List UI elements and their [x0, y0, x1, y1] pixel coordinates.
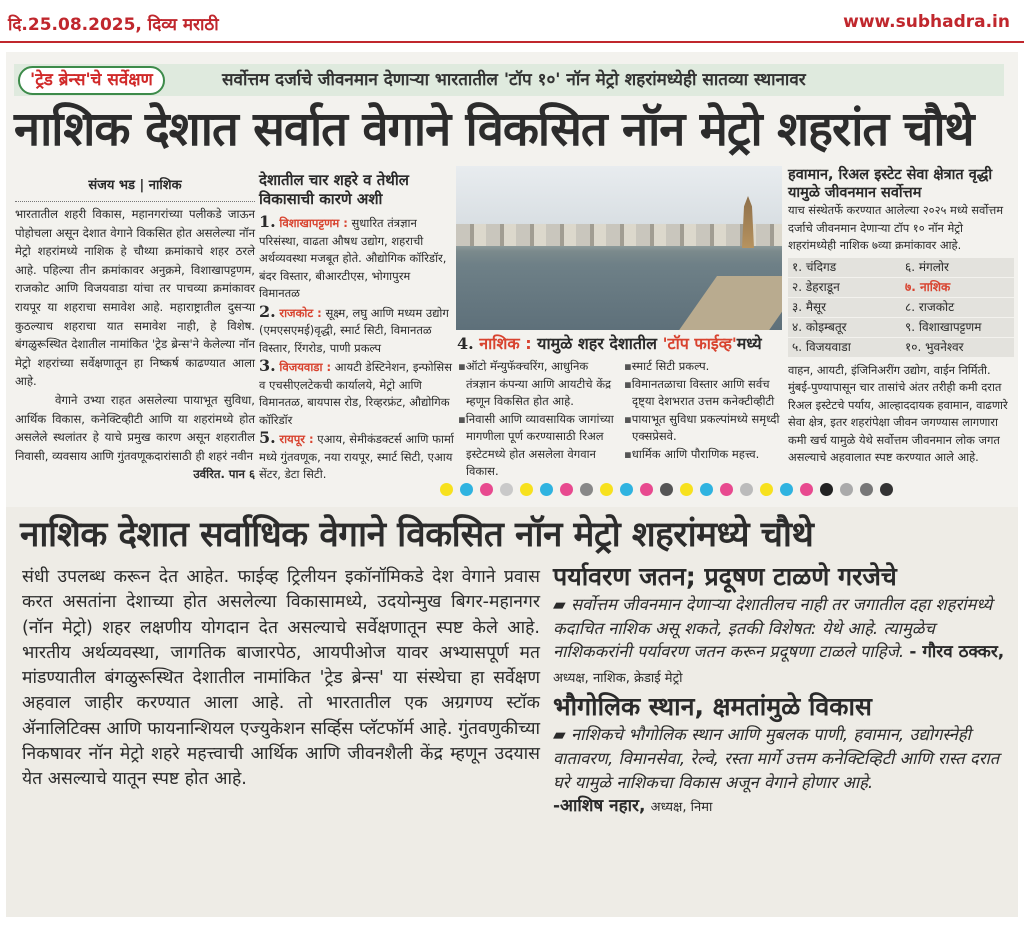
quote1-role: अध्यक्ष, नाशिक, क्रेडाई मेट्रो [553, 670, 683, 686]
rank-item: २. डेहराडून [788, 278, 901, 298]
quote2: ▰ नाशिकचे भौगोलिक स्थान आणि मुबलक पाणी, हवामान, उद्योगस्नेही वातावरण, विमानसेवा, रेल्वे, रस्ता मार्गे उत्तम कनेक्टिव्हिटी आणि रास्त दरात घरे यामुळे नाशिकचा विकास अजून वेगाने होणार आहे. -आशिष नहार, अध्यक्ष, निमा [553, 725, 1000, 817]
print-color-bar [440, 483, 893, 496]
rank-item: ५. विजयवाडा [788, 338, 901, 358]
reasons-column [259, 171, 454, 484]
reason-text: आयटी डेस्टिनेशन, इन्फोसिस व एचसीएलटेकची कार्यालये, मेट्रो आणि विमानतळ, बायपास रोड, रिव्हरफ्रंट, औद्योगिक कॉरिडॉर [259, 360, 452, 427]
article-column-1 [15, 205, 255, 484]
quotes-column [553, 560, 1013, 820]
color-dot [840, 483, 853, 496]
nashik-river-photo [456, 166, 782, 330]
bullet-list-right [624, 358, 782, 463]
paragraph-text: वेगाने उभ्या राहत असलेल्या पायाभूत सुविधा, आर्थिक विकास, कनेक्टिव्हीटी आणि या शहरांमध्ये होत असलेले स्थलांतर हे याचे प्रमुख कारण असून शहरातील निवासी, व्यवसाय आणि गुंतवणूकदारांसाठी ही शहरं नवीन [15, 392, 255, 463]
color-dot [560, 483, 573, 496]
color-dot [860, 483, 873, 496]
color-dot [460, 483, 473, 496]
color-dot [740, 483, 753, 496]
color-dot [680, 483, 693, 496]
quote1-author: - गौरव ठक्कर, [909, 642, 1005, 663]
reason-city: रायपूर : [279, 432, 314, 446]
reason-number: 5. [259, 428, 276, 447]
continued-note: उर्वरित. पान ६ [193, 467, 255, 482]
bullet-item: ▪ पायाभूत सुविधा प्रकल्पांमध्ये समृध्दी एक्सप्रेसवे. [624, 411, 782, 446]
bullet-list-left [458, 358, 616, 481]
river-bank [675, 276, 782, 330]
reason-city: विजयवाडा : [279, 360, 332, 374]
quote2-role: अध्यक्ष, निमा [650, 800, 713, 816]
quote2-text: नाशिकचे भौगोलिक स्थान आणि मुबलक पाणी, हवामान, उद्योगस्नेही वातावरण, विमानसेवा, रेल्वे, रस्ता मार्गे उत्तम कनेक्टिव्हिटी आणि रास्त दरात घरे यामुळे नाशिकचा विकास अजून वेगाने होणार आहे. [553, 725, 1000, 792]
quote2-title: भौगोलिक स्थान, क्षमतांमुळे विकास [553, 692, 872, 722]
caption-quote: 'टॉप फाईव्ह' [662, 334, 737, 353]
riverside-buildings [456, 224, 782, 246]
reason-text: एआय, सेमीकंडक्टर्स आणि फार्मा मध्ये गुंतवणूक, नया रायपूर, स्मार्ट सिटी, एआय सेंटर, डेटा सिटी. [259, 432, 454, 481]
ranking-table [788, 258, 1014, 358]
reason-item [259, 303, 454, 358]
photo-caption [457, 332, 762, 354]
color-dot [500, 483, 513, 496]
website-link[interactable]: www.subhadra.in [843, 12, 1010, 32]
rank-item: ३. मैसूर [788, 298, 901, 318]
color-dot [700, 483, 713, 496]
reason-text: सुधारित तंत्रज्ञान परिसंस्था, वाढता औषध उद्योग, शहराची अर्थव्यवस्था मजबूत होते. औद्योगिक कॉरिडॉर, बंदर विस्तार, बीआरटीएस, भोगापुरम विमानतळ [259, 216, 447, 300]
color-dot [440, 483, 453, 496]
caption-tail: मध्ये [736, 334, 762, 353]
livability-column [788, 166, 1014, 467]
color-dot [800, 483, 813, 496]
color-dot [640, 483, 653, 496]
caption-number: 4. [457, 334, 474, 353]
reason-item [259, 357, 454, 429]
reason-item [259, 213, 454, 303]
color-dot [780, 483, 793, 496]
reason-city: विशाखापट्टणम : [279, 216, 348, 230]
bullet-item: ▪ ऑटो मॅन्युफॅक्चरिंग, आधुनिक तंत्रज्ञान कंपन्या आणि आयटीचे केंद्र म्हणून विकसित होत आहे. [458, 358, 616, 411]
color-dot [540, 483, 553, 496]
continuation-body: संधी उपलब्ध करून देत आहेत. फाईव्ह ट्रिलीयन इकॉनॉमिकडे देश वेगाने प्रवास करत असतांना देशाच्या होत असलेल्या विकासामध्ये, उदयोन्मुख बिगर-महानगर (नॉन मेट्रो) शहर लक्षणीय योगदान देत असल्याचे सर्वेक्षणातून स्पष्ट केले आहे. भारतीय अर्थव्यवस्था, जागतिक बाजारपेठ, आयपीओज यावर अभ्यासपूर्ण मत मांडण्यातील बंगळुरूस्थित देशातील नामांकित 'ट्रेड ब्रेन्स' या संस्थेचा हा सर्वेक्षण अहवाल जाहीर करण्यात आला आहे. तो भारतातील एक अग्रगण्य स्टॉक ॲनालिटिक्स आणि फायनान्शियल एज्युकेशन सर्व्हिस प्लॅटफॉर्म आहे. गुंतवणुकीच्या निकषावर नॉन मेट्रो शहरे महत्त्वाची आर्थिक आणि जीवनशैली केंद्र म्हणून उदयास येत असल्याचे यातून स्पष्ट होत आहे. [22, 567, 540, 790]
color-dot [660, 483, 673, 496]
color-dot [880, 483, 893, 496]
continuation-headline: नाशिक देशात सर्वाधिक वेगाने विकसित नॉन मेट्रो शहरांमध्ये चौथे [20, 515, 814, 555]
reason-number: 1. [259, 212, 276, 231]
reason-number: 3. [259, 356, 276, 375]
page-header [0, 0, 1024, 44]
bullet-item: ▪ धार्मिक आणि पौराणिक महत्त्व. [624, 446, 782, 464]
caption-text: यामुळे शहर देशातील [537, 334, 658, 353]
quote2-author: -आशिष नहार, [553, 796, 646, 817]
side-body: वाहन, आयटी, इंजिनिअरींग उद्योग, वाईन निर्मिती. मुंबई-पुण्यापासून चार तासांचे अंतर तरीही कमी दरात रिअल इस्टेटचे पर्याय, आल्हाददायक हवामान, वाढणारे सेवा क्षेत्र, इतर शहरांपेक्षा जीवन जगण्यास लागणारा कमी खर्च यामुळे येथे सर्वोत्तम जीवनमान लोक जगत असल्याचे अहवालात स्पष्ट करण्यात आले आहे. [788, 362, 1008, 464]
bullet-item: ▪ स्मार्ट सिटी प्रकल्प. [624, 358, 782, 376]
quote1-title: पर्यावरण जतन; प्रदूषण टाळणे गरजेचे [553, 562, 897, 591]
rank-item: ४. कोइम्बतूर [788, 318, 901, 338]
reason-item [259, 429, 454, 484]
survey-badge: 'ट्रेड ब्रेन्स'चे सर्वेक्षण [18, 66, 165, 95]
paragraph: भारतातील शहरी विकास, महानगरांच्या पलीकडे जाऊन पोहोचला असून देशात वेगाने विकसित होत असलेल्या नॉन मेट्रो शहरांमध्ये नाशिक हे चौथ्या क्रमांकाचे शहर ठरले आहे. पहिल्या तीन क्रमांकावर अनुक्रमे, विशाखापट्टणम, राजकोट आणि विजयवाडा यांचा तर पाचव्या क्रमांकावर रायपूर या शहराचा समावेश आहे. महाराष्ट्रातील दुसऱ्या कुठल्याच शहराचा यात समावेश नाही, हे विशेष. बंगळुरूस्थित देशातील नामांकित 'ट्रेड ब्रेन्स'ने केलेल्या नॉन मेट्रो शहरांच्या सर्वेक्षणातून हा निष्कर्ष काढण्यात आला आहे. [15, 207, 255, 389]
paragraph [15, 391, 255, 482]
reason-city: राजकोट : [279, 305, 322, 320]
side-title: हवामान, रिअल इस्टेट सेवा क्षेत्रात वृद्धी यामुळे जीवनमान सर्वोत्तम [788, 167, 993, 201]
color-dot [480, 483, 493, 496]
color-dot [520, 483, 533, 496]
color-dot [600, 483, 613, 496]
rank-item: ६. मंगलोर [901, 258, 1014, 278]
side-intro: याच संस्थेतर्फे करण्यात आलेल्या २०२५ मध्ये सर्वोत्तम दर्जाचे जीवनमान देणाऱ्या टॉप १० नॉन मेट्रो शहरांमध्येही नाशिक ७व्या क्रमांकावर आहे. [788, 203, 1004, 252]
quote1: ▰ सर्वोत्तम जीवनमान देणाऱ्या देशातीलच नाही तर जगातील दहा शहरांमध्ये कदाचित नाशिक असू शकते, इतकी विशेषत: येथे आहे. त्यामुळेच नाशिककरांनी पर्यावरण जतन करून प्रदूषणा टाळले पाहिजे. - गौरव ठक्कर, अध्यक्ष, नाशिक, क्रेडाई मेट्रो [553, 595, 1005, 686]
color-dot [580, 483, 593, 496]
main-headline: नाशिक देशात सर्वात वेगाने विकसित नॉन मेट्रो शहरांत चौथे [14, 102, 974, 157]
reasons-title: देशातील चार शहरे व तेथील विकासाची कारणे अशी [259, 171, 409, 208]
bullet-item: ▪ निवासी आणि व्यावसायिक जागांच्या मागणीला पूर्ण करण्यासाठी रिअल इस्टेटमध्ये होत असलेला वेगवान विकास. [458, 411, 616, 481]
rank-item: ९. विशाखापट्टणम [901, 318, 1014, 338]
color-dot [820, 483, 833, 496]
color-dot [720, 483, 733, 496]
color-dot [760, 483, 773, 496]
caption-city: नाशिक : [479, 334, 532, 353]
byline: संजय भड | नाशिक [15, 175, 255, 202]
rank-item: ८. राजकोट [901, 298, 1014, 318]
color-dot [620, 483, 633, 496]
reason-number: 2. [259, 301, 276, 321]
kicker-text: सर्वोत्तम दर्जाचे जीवनमान देणाऱ्या भारतातील 'टॉप १०' नॉन मेट्रो शहरांमध्येही सातव्या स्थानावर [222, 70, 806, 90]
quote1-text: सर्वोत्तम जीवनमान देणाऱ्या देशातीलच नाही तर जगातील दहा शहरांमध्ये कदाचित नाशिक असू शकते, इतकी विशेषत: येथे आहे. त्यामुळेच नाशिककरांनी पर्यावरण जतन करून प्रदूषणा टाळले पाहिजे. [553, 595, 993, 662]
header-divider [0, 41, 1024, 43]
date-edition: दि.25.08.2025, दिव्य मराठी [8, 15, 219, 35]
rank-item-nashik: ७. नाशिक [901, 278, 1014, 298]
rank-item: १०. भुवनेश्वर [901, 338, 1014, 358]
reason-text: सूक्ष्म, लघु आणि मध्यम उद्योग (एमएसएमई)वृद्धी, स्मार्ट सिटी, विमानतळ विस्तार, रिंगरोड, पाणी प्रकल्प [259, 305, 449, 355]
rank-item: १. चंदिगड [788, 258, 901, 278]
bullet-item: ▪ विमानतळाचा विस्तार आणि सर्वच दृष्ट्या देशभरात उत्तम कनेक्टीव्हीटी [624, 376, 782, 411]
